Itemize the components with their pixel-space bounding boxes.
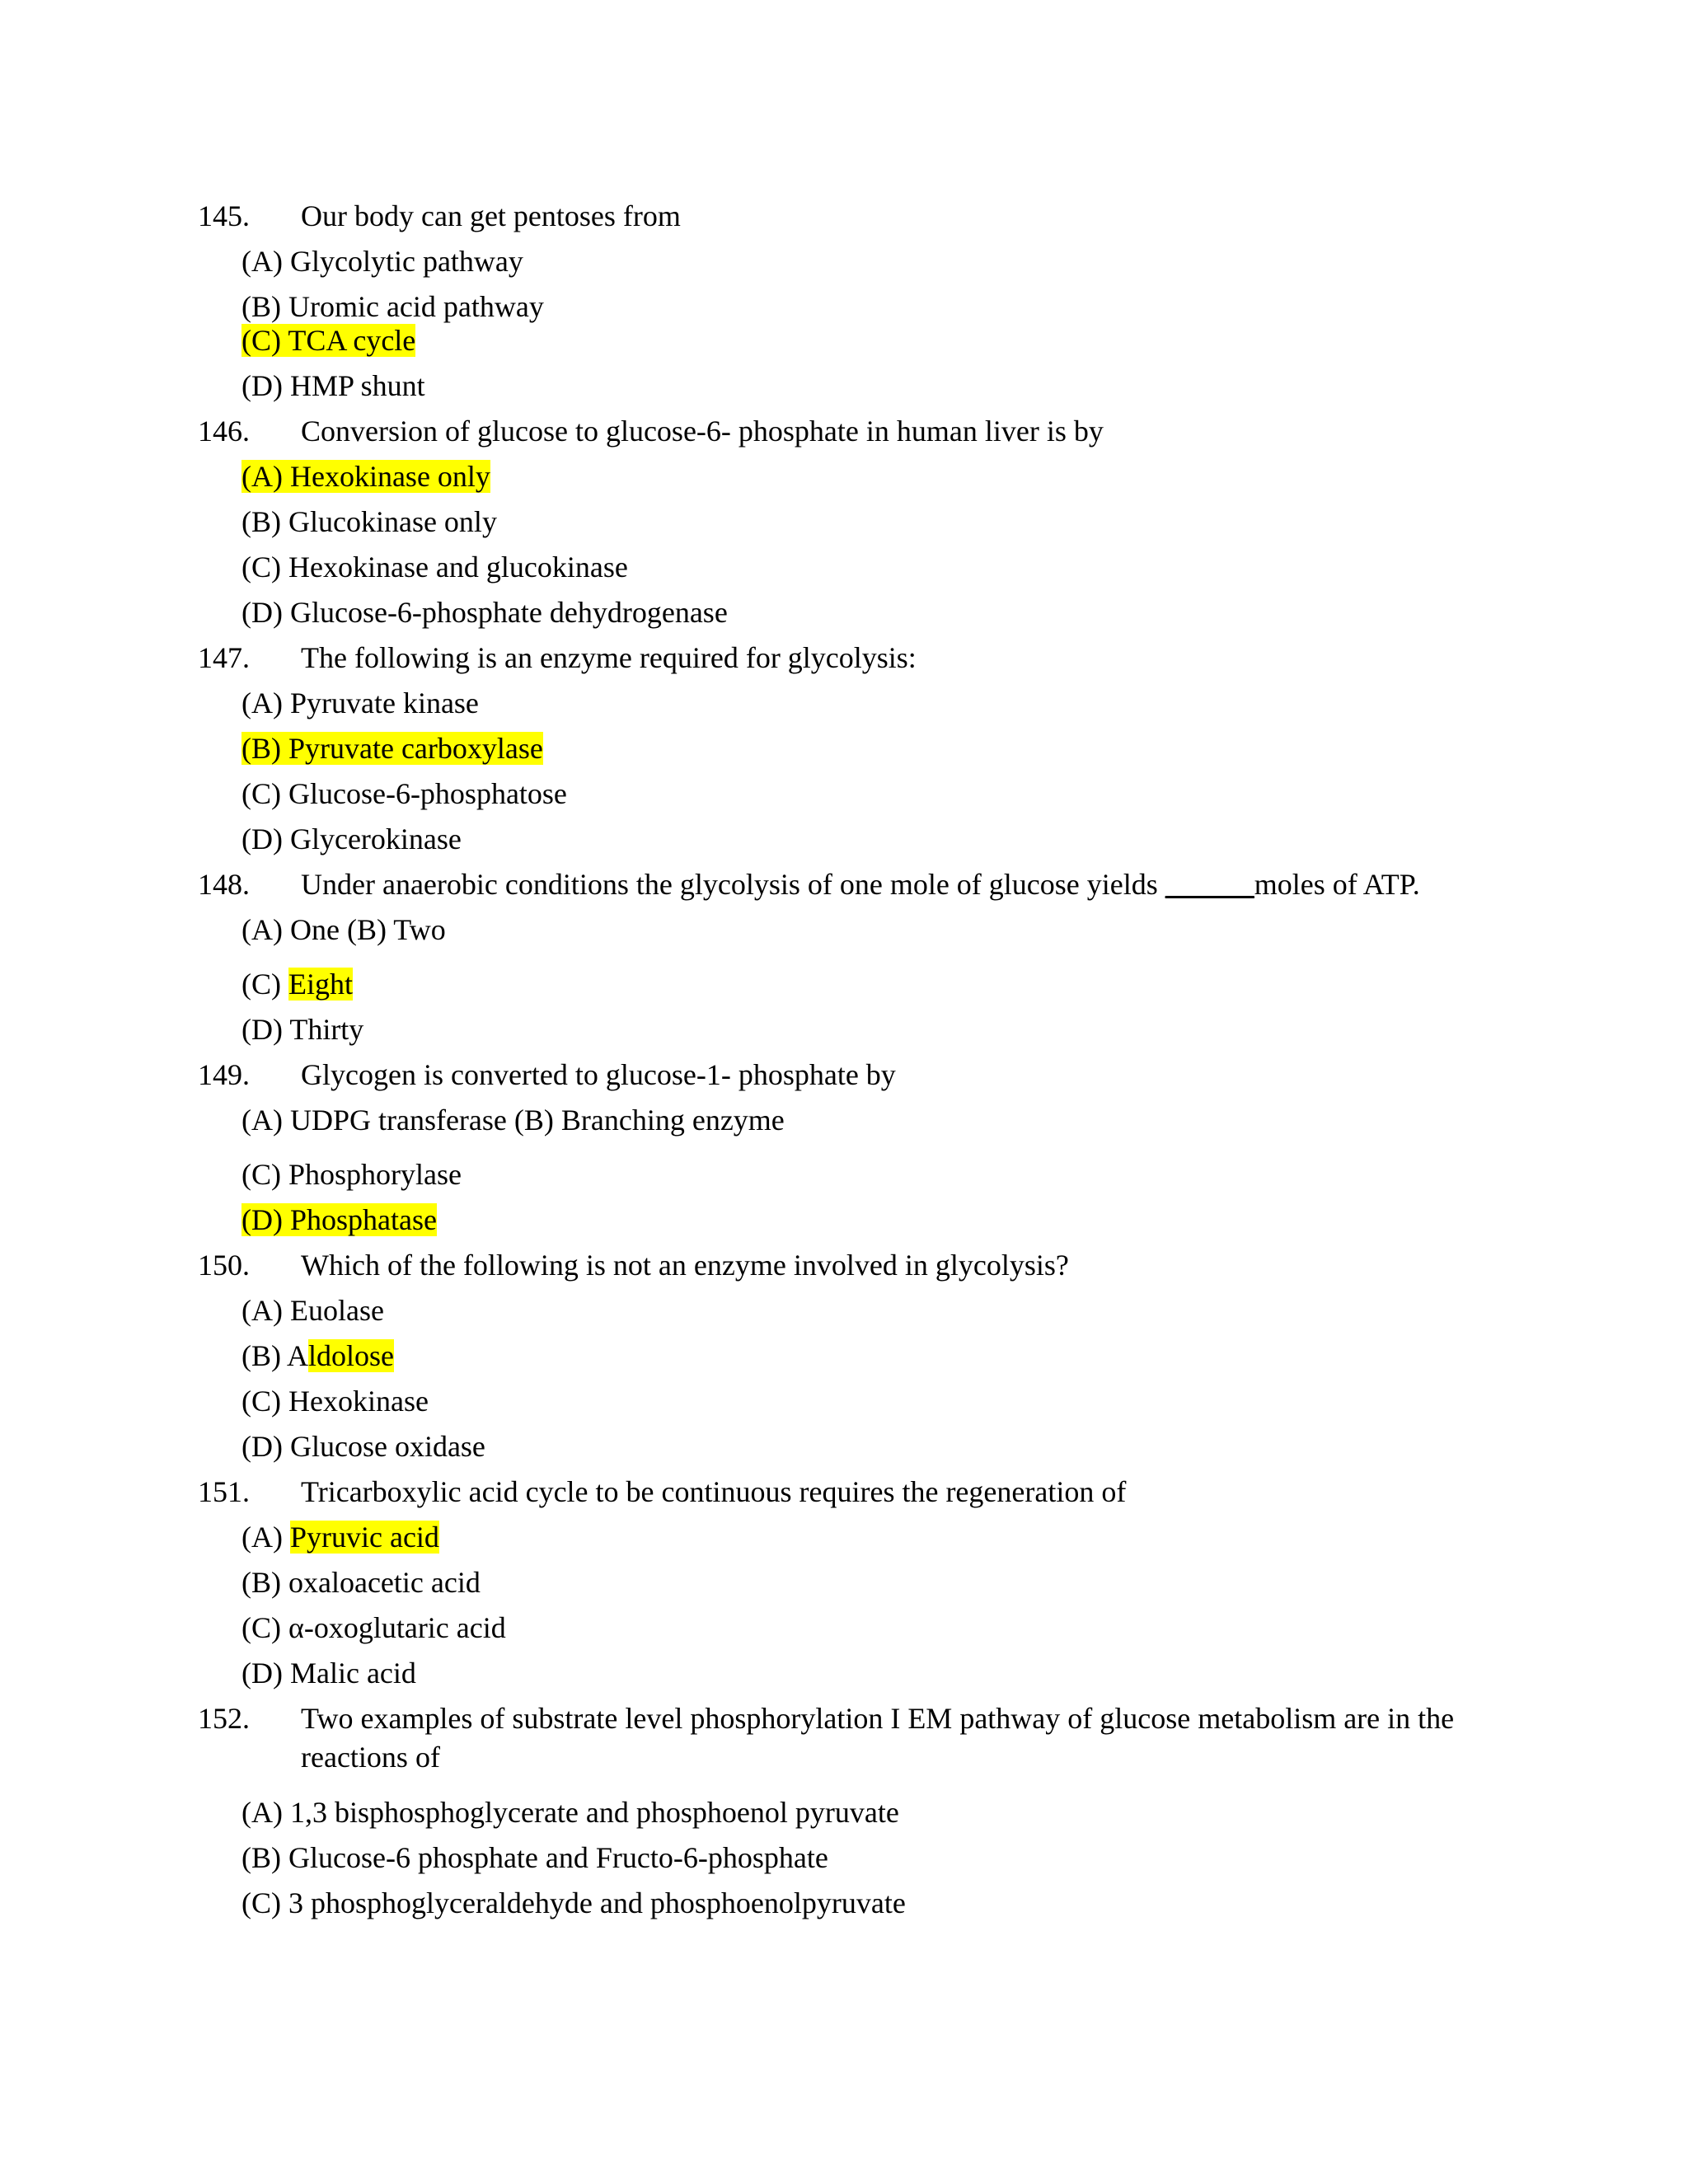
question-text: The following is an enzyme required for glycolysis: — [301, 641, 917, 674]
option-highlighted — [241, 1203, 437, 1236]
question-text: Our body can get pentoses from — [301, 199, 681, 232]
question-text: Conversion of glucose to glucose-6- phosphate in human liver is by — [301, 415, 1104, 448]
option: (B) Glucose-6 phosphate and Fructo-6-phosphate — [241, 1841, 828, 1874]
option: (C) Phosphorylase — [241, 1158, 462, 1191]
fill-blank: ______ — [1165, 868, 1254, 901]
answer-highlight: ldolose — [308, 1339, 394, 1372]
option: (D) Glucose oxidase — [241, 1430, 485, 1463]
option: (A) Glycolytic pathway — [241, 245, 523, 278]
answer-highlight: (D) Phosphatase — [241, 1203, 437, 1236]
option-prefix: (C) — [241, 968, 288, 1001]
question-text-part: Under anaerobic conditions the glycolysis of one mole of glucose yields — [301, 868, 1165, 901]
option-highlighted — [241, 460, 490, 493]
question-text: Glycogen is converted to glucose-1- phosphate by — [301, 1058, 896, 1091]
question-number: 148. — [198, 868, 250, 901]
option-prefix: (A) — [241, 1521, 290, 1554]
option: (A) 1,3 bisphosphoglycerate and phosphoenol pyruvate — [241, 1796, 899, 1829]
question-number: 147. — [198, 641, 250, 674]
question-text: Tricarboxylic acid cycle to be continuous requires the regeneration of — [301, 1475, 1127, 1508]
option-highlighted — [241, 324, 415, 357]
option: (D) Thirty — [241, 1013, 364, 1046]
option: (D) HMP shunt — [241, 369, 425, 402]
question-number: 150. — [198, 1249, 250, 1282]
question-text: Which of the following is not an enzyme involved in glycolysis? — [301, 1249, 1069, 1282]
option-highlighted — [241, 732, 543, 765]
question-number: 152. — [198, 1702, 250, 1735]
answer-highlight: Pyruvic acid — [289, 1521, 439, 1554]
option: (C) Glucose-6-phosphatose — [241, 777, 567, 810]
option: (B) Uromic acid pathway — [241, 290, 544, 323]
option: (C) 3 phosphoglyceraldehyde and phosphoenolpyruvate — [241, 1886, 906, 1919]
option: (A) Euolase — [241, 1294, 384, 1327]
answer-highlight: (C) TCA cycle — [241, 324, 416, 357]
option: (C) α-oxoglutaric acid — [241, 1611, 506, 1644]
option-highlighted — [241, 1521, 439, 1554]
question-number: 149. — [198, 1058, 250, 1091]
option: (D) Malic acid — [241, 1657, 416, 1690]
option: (D) Glucose-6-phosphate dehydrogenase — [241, 596, 728, 629]
option: (C) Hexokinase — [241, 1385, 429, 1418]
question-number: 146. — [198, 415, 250, 448]
option-prefix: (B) A — [241, 1339, 308, 1372]
answer-highlight: (B) Pyruvate carboxylase — [241, 732, 543, 765]
option: (C) Hexokinase and glucokinase — [241, 551, 628, 583]
question-text: reactions of — [301, 1741, 440, 1774]
option: (D) Glycerokinase — [241, 823, 462, 855]
option-highlighted — [241, 968, 353, 1001]
question-text-part: moles of ATP. — [1254, 868, 1420, 901]
option-highlighted — [241, 1339, 394, 1372]
option: (A) One (B) Two — [241, 913, 446, 946]
answer-highlight: (A) Hexokinase only — [241, 460, 490, 493]
answer-highlight: Eight — [288, 968, 353, 1001]
option: (B) Glucokinase only — [241, 505, 497, 538]
option: (B) oxaloacetic acid — [241, 1566, 481, 1599]
question-text — [301, 868, 1420, 901]
option: (A) UDPG transferase (B) Branching enzyme — [241, 1104, 785, 1137]
question-number: 151. — [198, 1475, 250, 1508]
option: (A) Pyruvate kinase — [241, 687, 479, 719]
question-number: 145. — [198, 199, 250, 232]
question-text: Two examples of substrate level phosphorylation I EM pathway of glucose metabolism are in the — [301, 1702, 1455, 1735]
